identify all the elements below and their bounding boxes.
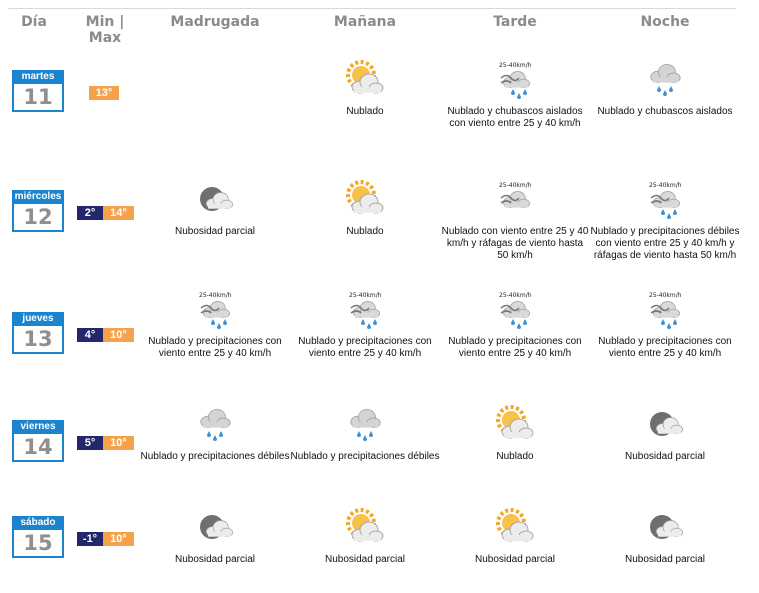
sun-cloud-icon [495,405,535,445]
day-name: miércoles [12,190,64,204]
forecast-cell [290,290,440,360]
day-number: 15 [12,530,64,558]
svg-text:25-40km/h: 25-40km/h [499,62,532,69]
day-badge [12,190,64,234]
forecast-cell [590,290,740,360]
forecast-cell [140,290,290,360]
svg-text:25-40km/h: 25-40km/h [499,182,532,189]
max-temp: 10° [103,532,134,546]
forecast-cell [290,60,440,118]
header-divider [8,8,736,9]
forecast-description: Nubosidad parcial [624,554,706,565]
forecast-cell [290,508,440,566]
wind-showers-icon [195,290,235,330]
svg-text:25-40km/h: 25-40km/h [499,292,532,299]
forecast-description: Nublado y chubascos aislados [597,106,733,117]
sun-cloud-icon [345,180,385,220]
day-badge [12,312,64,356]
cloud-showers-icon [645,60,685,100]
forecast-description: Nubosidad parcial [624,451,706,462]
day-number: 12 [12,204,64,232]
day-badge [12,516,64,560]
max-temp: 14° [103,206,134,220]
moon-cloud-icon [645,508,685,548]
wind-showers-icon [345,290,385,330]
forecast-description: Nubosidad parcial [174,554,256,565]
forecast-description: Nublado [346,226,384,237]
forecast-description: Nublado con viento entre 25 y 40 km/h y ráfagas de viento hasta 50 km/h [441,226,589,261]
forecast-cell [440,405,590,463]
day-badge [12,420,64,464]
day-number: 14 [12,434,64,462]
min-temp: 2° [77,206,103,220]
min-temp: -1° [77,532,103,546]
day-name: martes [12,70,64,84]
sun-cloud-icon [495,508,535,548]
moon-cloud-icon [195,180,235,220]
forecast-description: Nublado y precipitaciones con viento entre 25 y 40 km/h [598,336,732,359]
header-tarde: Tarde [493,14,537,30]
forecast-cell [140,180,290,238]
day-number: 13 [12,326,64,354]
moon-cloud-icon [195,508,235,548]
forecast-description: Nublado y chubascos aislados con viento entre 25 y 40 km/h [447,106,583,129]
forecast-description: Nubosidad parcial [324,554,406,565]
forecast-description: Nublado y precipitaciones débiles [140,451,290,462]
forecast-description: Nublado y precipitaciones con viento entre 25 y 40 km/h [298,336,432,359]
cloud-showers-icon [345,405,385,445]
sun-cloud-icon [345,508,385,548]
forecast-description: Nublado y precipitaciones débiles [290,451,440,462]
forecast-cell [590,508,740,566]
svg-text:25-40km/h: 25-40km/h [199,292,232,299]
moon-cloud-icon [645,405,685,445]
svg-text:25-40km/h: 25-40km/h [349,292,382,299]
wind-showers-icon [645,180,685,220]
forecast-description: Nublado y precipitaciones con viento entre 25 y 40 km/h [148,336,282,359]
forecast-cell [290,180,440,238]
wind-showers-icon [495,290,535,330]
min-temp: 5° [77,436,103,450]
svg-text:25-40km/h: 25-40km/h [649,292,682,299]
header-noche: Noche [640,14,690,30]
forecast-cell [590,405,740,463]
wind-showers-icon [495,60,535,100]
wind-cloud-icon [495,180,535,220]
forecast-cell [590,60,740,118]
forecast-description: Nublado y precipitaciones con viento entre 25 y 40 km/h [448,336,582,359]
max-temp: 10° [103,436,134,450]
forecast-cell [440,290,590,360]
day-name: viernes [12,420,64,434]
day-badge [12,70,64,114]
forecast-cell [440,508,590,566]
day-name: sábado [12,516,64,530]
max-temp: 10° [103,328,134,342]
forecast-description: Nublado y precipitaciones débiles con viento entre 25 y 40 km/h y ráfagas de viento hasta 50 km/h [590,226,740,261]
forecast-description: Nublado [496,451,534,462]
forecast-description: Nubosidad parcial [174,226,256,237]
min-temp: 4° [77,328,103,342]
forecast-cell [440,60,590,130]
forecast-cell [590,180,740,262]
day-number: 11 [12,84,64,112]
forecast-cell [140,405,290,463]
header-minmax: Min | Max [85,14,125,46]
forecast-description: Nubosidad parcial [474,554,556,565]
day-name: jueves [12,312,64,326]
header-dia: Día [21,14,47,30]
forecast-cell [290,405,440,463]
forecast-cell [140,508,290,566]
max-temp: 13° [89,86,119,100]
forecast-cell [440,180,590,262]
header-manana: Mañana [333,14,397,30]
cloud-showers-icon [195,405,235,445]
forecast-description: Nublado [346,106,384,117]
header-madrugada: Madrugada [170,14,260,30]
sun-cloud-icon [345,60,385,100]
svg-text:25-40km/h: 25-40km/h [649,182,682,189]
wind-showers-icon [645,290,685,330]
